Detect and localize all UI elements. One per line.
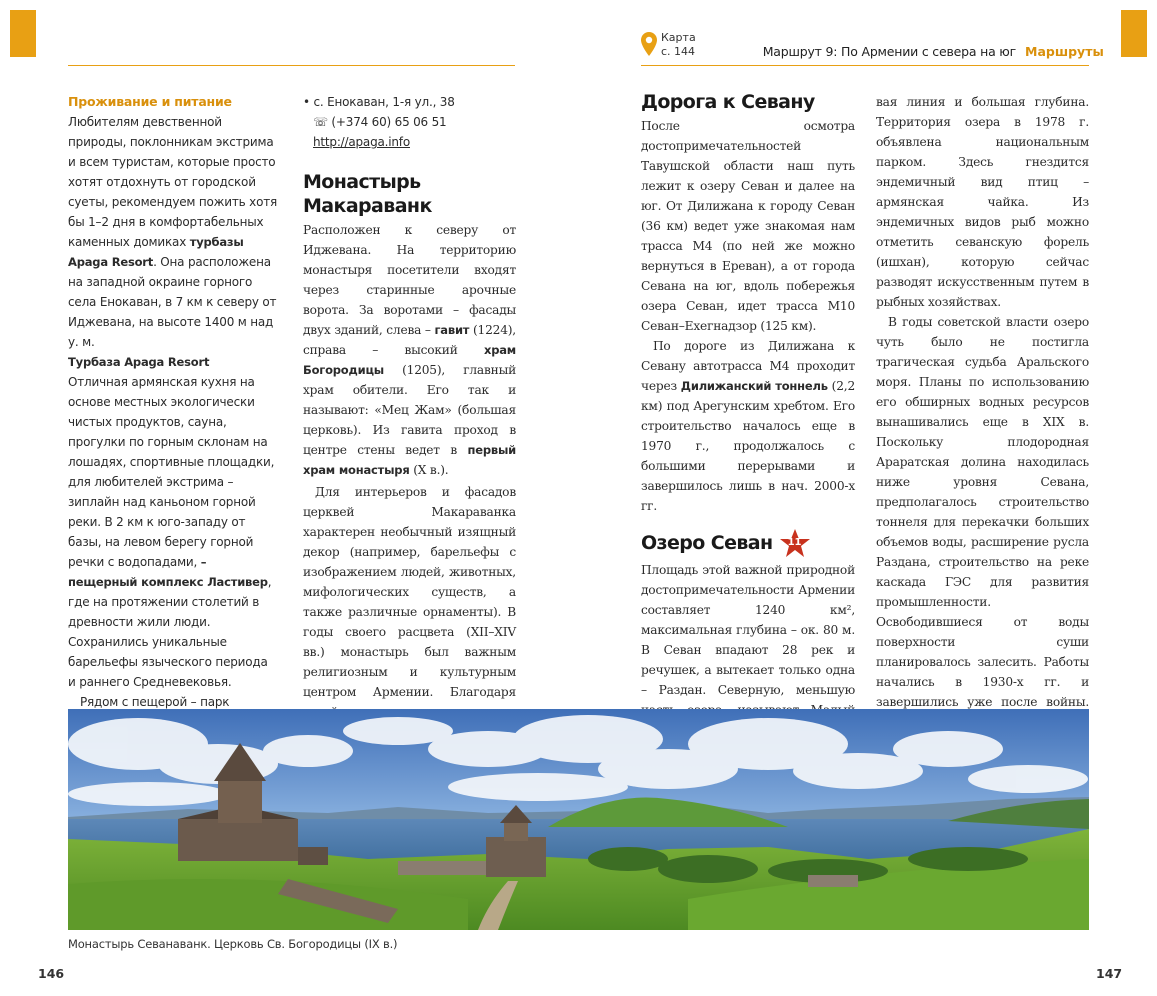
photo-caption: Монастырь Севанаванк. Церковь Св. Богородицы (IX в.) — [68, 937, 398, 951]
road-to-sevan-heading: Дорога к Севану — [641, 91, 815, 113]
road-paragraph-2: По дороге из Дилижана к Севану автотрасса М4 проходит через Дилижанский тоннель (2,2 км) под Арегунским хребтом. Его строительство началось еще в 1970 г., продолжалось с большими перерывами и завершилось лишь в нач. 2000-х гг. — [641, 339, 856, 513]
makaravank-heading: Монастырь Макараванк — [303, 171, 432, 217]
section-label: Маршруты — [1025, 44, 1104, 59]
lake-paragraph-continued: вая линия и большая глубина. Территория озера в 1978 г. объявлена национальным парком. Здесь гнездится эндемичный вид птиц – армянская чайка. Из эндемичных видов рыб можно отметить севанскую форель (ишхан), которую сейчас разводят искусственным путем в рыбных хозяйствах. — [876, 95, 1089, 309]
road-paragraph-1: После осмотра достопримечательностей Тавушской области наш путь лежит к озеру Севан и далее на юг. От Дилижана к городу Севан (36 км) ведет уже знакомая нам трасса М4 (по ней же можно вернуться в Ереван), а от города Севана на юг, вдоль побережья озера Севан, идет трасса М10 Севан–Ехегнадзор (125 км). — [641, 119, 855, 333]
lake-sevan-heading: Озеро Севан 11 — [641, 528, 855, 558]
website-link[interactable]: http://apaga.info — [313, 135, 410, 149]
page-number-right: 147 — [1096, 966, 1123, 981]
accommodation-heading: Проживание и питание — [68, 94, 232, 109]
contact-block — [303, 92, 516, 152]
route-title: Маршрут 9: По Армении с севера на юг — [762, 44, 1016, 59]
soviet-era-paragraph: В годы советской власти озеро чуть было не постигла трагическая судьба Аральского моря. Планы по использованию его обширных водных ресурсов вынашивались еще в XIX в. Поскольку плодородная Араратская долина находилась ниже уровня Севана, предполагалось строительство тоннеля для перекачки больших объемов воды, расширение русла Раздана, строительство на реке каскада ГЭС для развития промышленности. Освободившиеся от воды поверхности суши планировалось залесить. Работы начались в 1930-х гг. и завершились уже после войны. — [876, 315, 1089, 709]
header-rule-right — [641, 65, 1089, 66]
right-column — [641, 86, 855, 800]
header-rule-left — [68, 65, 515, 66]
intro-paragraph: Любителям девственной природы, поклонникам экстрима и всем туристам, которые просто хотят отдохнуть от городской суеты, рекомендуем пожить хотя бы 1–2 дня в комфортабельных каменных домиках турбазы Apaga Resort. Она расположена на западной окраине горного села Енокаван, в 7 км к северу от Иджевана, на высоте 1400 м над у. м. — [68, 115, 278, 349]
map-reference[interactable] — [661, 31, 696, 59]
attraction-star-icon — [779, 528, 811, 558]
lake-paragraph: Площадь этой важной природной достопримечательности Армении составляет 1240 км², максимальная глубина – ок. 80 м. В Севан впадают 28 рек и речушек, а вытекает только одна – Раздан. Северную, меньшую — [641, 563, 855, 697]
resort-name: Турбаза Apaga Resort — [68, 355, 210, 369]
page-tab-right — [1121, 10, 1147, 57]
attraction-number: 11 — [787, 537, 802, 548]
phone: ☏ (+374 60) 65 06 51 — [313, 115, 447, 129]
sevanavank-panorama-photo — [68, 709, 1089, 930]
makaravank-paragraph-1: Расположен к северу от Иджевана. На территорию монастыря посетители входят через старинные арочные ворота. За воротами – фасады двух зданий, слева – гавит (1224), справа – высокий храм Богородицы (1205), главный храм обители. Его так и называют: «Мец Жам» (большая церковь). Из гавита проход в центре стены ведет в первый храм монастыря (X в.). — [303, 223, 516, 477]
makaravank-paragraph-2: Для интерьеров и фасадов церквей Макараванка характерен необычный изящный декор (например, барельефы с изображением людей, животных, мифологических существ, а также различные орнаменты). В годы своего расцвета (XII–XIV вв.) монастырь был важным религиозным и культурным центром Армении. Благодаря — [303, 485, 516, 699]
far-right-column — [876, 92, 1089, 812]
map-label: Карта — [661, 31, 696, 44]
map-page: с. 144 — [661, 45, 696, 58]
map-pin-icon — [640, 31, 662, 59]
left-column — [68, 92, 278, 792]
page-tab-left — [10, 10, 36, 57]
middle-column — [303, 166, 516, 802]
page-number-left: 146 — [38, 966, 65, 981]
resort-description: Отличная армянская кухня на основе местных экологически чистых продуктов, сауна, прогулки по горным склонам на лошадях, спортивные площадки, для любителей экстрима – зиплайн над каньоном горной реки. В 2 км к юго-западу от базы, на левом берегу горной речки с водопадами, – пещерный комплекс Ластивер, где на протяжении столетий в древности жили люди. Сохранились уникальные барельефы языческого периода и раннего Средневековья. — [68, 375, 275, 689]
park-paragraph: Рядом с пещерой – парк — [80, 695, 230, 709]
address: • с. Енокаван, 1-я ул., 38 — [303, 95, 455, 109]
